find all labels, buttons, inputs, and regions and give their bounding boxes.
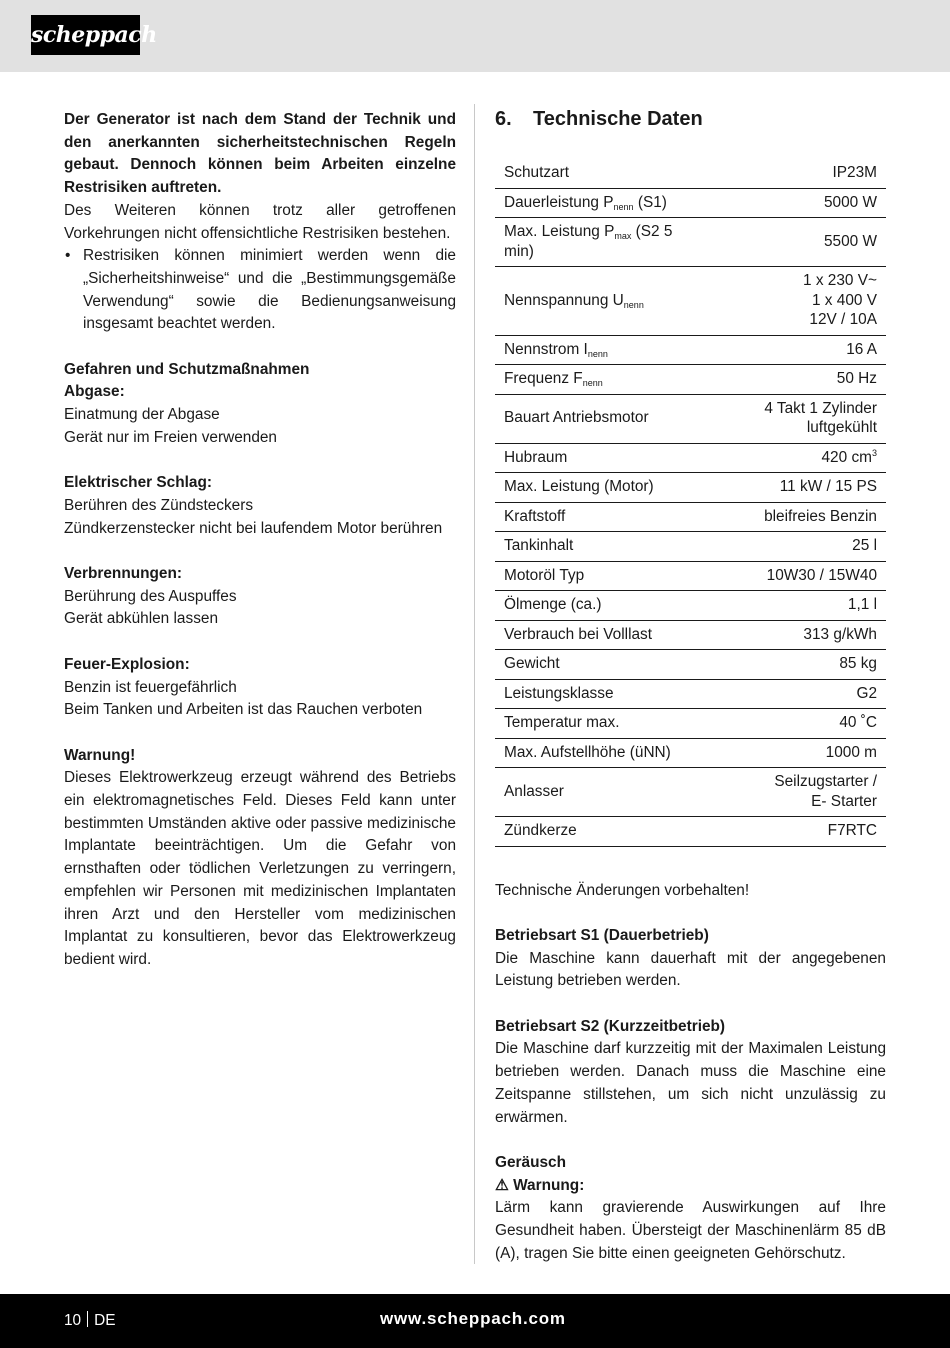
- spec-value: 1 x 230 V~ 1 x 400 V 12V / 10A: [695, 267, 886, 336]
- spec-label: Frequenz $F_{nenn}$: [495, 365, 695, 395]
- bullet-item: [64, 245, 456, 336]
- spec-value: 5000 W: [695, 188, 886, 218]
- spec-label: Nennstrom $I_{nenn}$: [495, 335, 695, 365]
- warnung-text: Dieses Elektrowerkzeug erzeugt während des Betriebs ein elektromagnetisches Feld. Dieses Feld kann unter bestimmten Umständen aktive oder passive medizinische Implantate beeinträchtigen. Um die Gefahr von ernsthaften oder tödlichen Verletzungen zu verringern, empfehlen wir Personen mit medizinischen Implantaten ihren Arzt und den Hersteller vom medizinischen Implantat zu konsultieren, bevor das Elektrowerkzeug bedient wird.: [64, 769, 456, 968]
- scheppach-logo: scheppach: [31, 15, 140, 55]
- spec-label: Dauerleistung $P_{nenn}$ (S1): [495, 188, 695, 218]
- table-row: [495, 679, 886, 709]
- spec-label: Hubraum: [495, 443, 695, 473]
- section-number: 6.: [495, 108, 512, 130]
- verbrennung-line-2: Gerät abkühlen lassen: [64, 610, 219, 628]
- spec-value: 10W30 / 15W40: [695, 561, 886, 591]
- schlag-title: Elektrischer Schlag:: [64, 474, 212, 492]
- website-link[interactable]: www.scheppach.com: [380, 1309, 566, 1328]
- spec-label: Verbrauch bei Volllast: [495, 620, 695, 650]
- feuer-line-1: Benzin ist feuergefährlich: [64, 678, 237, 696]
- right-column: [495, 105, 886, 1265]
- abgase-line-2: Gerät nur im Freien verwenden: [64, 428, 277, 446]
- right-text-block: [495, 880, 886, 1266]
- spec-label: Schutzart: [495, 159, 695, 188]
- feuer-title: Feuer-Explosion:: [64, 655, 190, 673]
- spec-label: Motoröl Typ: [495, 561, 695, 591]
- hazards-title: Gefahren und Schutzmaßnahmen: [64, 360, 310, 378]
- spec-value: 420 $cm^3$: [695, 443, 886, 473]
- spec-value: F7RTC: [695, 817, 886, 847]
- table-row: [495, 267, 886, 336]
- spec-label: Zündkerze: [495, 817, 695, 847]
- changes-note: Technische Änderungen vorbehalten!: [495, 881, 750, 899]
- table-row: [495, 650, 886, 680]
- table-row: [495, 443, 886, 473]
- spec-label: Max. Leistung (Motor): [495, 473, 695, 503]
- table-row: [495, 365, 886, 395]
- intro-text: Des Weiteren können trotz aller getroffenen Vorkehrungen nicht offensichtliche Restrisiken bestehen.: [64, 201, 456, 242]
- spec-label: Leistungsklasse: [495, 679, 695, 709]
- warning-triangle-icon: ⚠: [495, 1176, 509, 1194]
- spec-label: Kraftstoff: [495, 502, 695, 532]
- s2-text: Die Maschine darf kurzzeitig mit der Maximalen Leistung betrieben werden. Danach muss die Maschine eine Zeitspanne stillstehen, um sich nicht unzulässig zu erwärmen.: [495, 1040, 886, 1126]
- noise-title: Geräusch: [495, 1153, 567, 1171]
- spec-value: IP23M: [695, 159, 886, 188]
- table-row: [495, 768, 886, 817]
- intro-bold: Der Generator ist nach dem Stand der Technik und den anerkannten sicherheitstechnischen Regeln gebaut. Dennoch können beim Arbeiten einzelne Restrisiken auftreten.: [64, 111, 456, 197]
- section-heading: [495, 105, 886, 133]
- page-number: 10 DE: [64, 1312, 116, 1329]
- schlag-line-2: Zündkerzenstecker nicht bei laufendem Motor berühren: [64, 519, 443, 537]
- spec-value: Seilzugstarter / E- Starter: [695, 768, 886, 817]
- table-row: [495, 620, 886, 650]
- spec-value: 313 g/kWh: [695, 620, 886, 650]
- table-row: [495, 394, 886, 443]
- spec-label: Ölmenge (ca.): [495, 591, 695, 621]
- spec-value: 11 kW / 15 PS: [695, 473, 886, 503]
- spec-label: Bauart Antriebsmotor: [495, 394, 695, 443]
- s1-title: Betriebsart S1 (Dauerbetrieb): [495, 926, 709, 944]
- table-row: [495, 561, 886, 591]
- spec-value: 5500 W: [695, 218, 886, 267]
- spec-label: Nennspannung $U_{nenn}$: [495, 267, 695, 336]
- spec-label: Anlasser: [495, 768, 695, 817]
- spec-value: G2: [695, 679, 886, 709]
- spec-value: 85 kg: [695, 650, 886, 680]
- table-row: [495, 817, 886, 847]
- table-row: [495, 218, 886, 267]
- spec-value: 25 l: [695, 532, 886, 562]
- spec-value: 4 Takt 1 Zylinder luftgekühlt: [695, 394, 886, 443]
- page-header: [0, 0, 950, 72]
- verbrennung-line-1: Berührung des Auspuffes: [64, 587, 237, 605]
- table-row: [495, 159, 886, 188]
- table-row: [495, 502, 886, 532]
- noise-warning: ⚠ Warnung:: [495, 1176, 585, 1194]
- table-row: [495, 591, 886, 621]
- spec-value: 1000 m: [695, 738, 886, 768]
- table-row: [495, 335, 886, 365]
- spec-value: bleifreies Benzin: [695, 502, 886, 532]
- noise-text: Lärm kann gravierende Auswirkungen auf Ihre Gesundheit haben. Übersteigt der Maschinenlärm 85 dB (A), tragen Sie bitte einen geeigneten Gehörschutz.: [495, 1199, 886, 1262]
- verbrennung-title: Verbrennungen:: [64, 565, 183, 583]
- table-row: [495, 188, 886, 218]
- abgase-line-1: Einatmung der Abgase: [64, 406, 220, 424]
- spec-label: Tankinhalt: [495, 532, 695, 562]
- schlag-line-1: Berühren des Zündsteckers: [64, 496, 254, 514]
- table-row: [495, 532, 886, 562]
- warnung-title: Warnung!: [64, 746, 136, 764]
- s2-title: Betriebsart S2 (Kurzzeitbetrieb): [495, 1017, 726, 1035]
- page-footer: [0, 1294, 950, 1348]
- table-row: [495, 473, 886, 503]
- bullet-mark: •: [65, 247, 71, 265]
- spec-value: 1,1 l: [695, 591, 886, 621]
- abgase-title: Abgase:: [64, 383, 125, 401]
- table-row: [495, 738, 886, 768]
- feuer-line-2: Beim Tanken und Arbeiten ist das Rauchen verboten: [64, 701, 423, 719]
- bullet-text: Restrisiken können minimiert werden wenn die „Sicherheitshinweise“ und die „Bestimmungsgemäße Verwendung“ sowie die Bedienungsanweisung insgesamt beachtet werden.: [83, 247, 456, 333]
- spec-label: Temperatur max.: [495, 709, 695, 739]
- spec-label: Max. Aufstellhöhe (üNN): [495, 738, 695, 768]
- table-row: [495, 709, 886, 739]
- column-divider: [474, 104, 475, 1264]
- spec-label: Gewicht: [495, 650, 695, 680]
- section-title: Technische Daten: [533, 108, 703, 130]
- spec-value: 40 ˚C: [695, 709, 886, 739]
- left-column: [64, 109, 456, 972]
- spec-value: 50 Hz: [695, 365, 886, 395]
- spec-table: [495, 159, 886, 847]
- spec-label: Max. Leistung $P_{max}$ (S2 5 min): [495, 218, 695, 267]
- s1-text: Die Maschine kann dauerhaft mit der angegebenen Leistung betrieben werden.: [495, 949, 886, 990]
- spec-value: 16 A: [695, 335, 886, 365]
